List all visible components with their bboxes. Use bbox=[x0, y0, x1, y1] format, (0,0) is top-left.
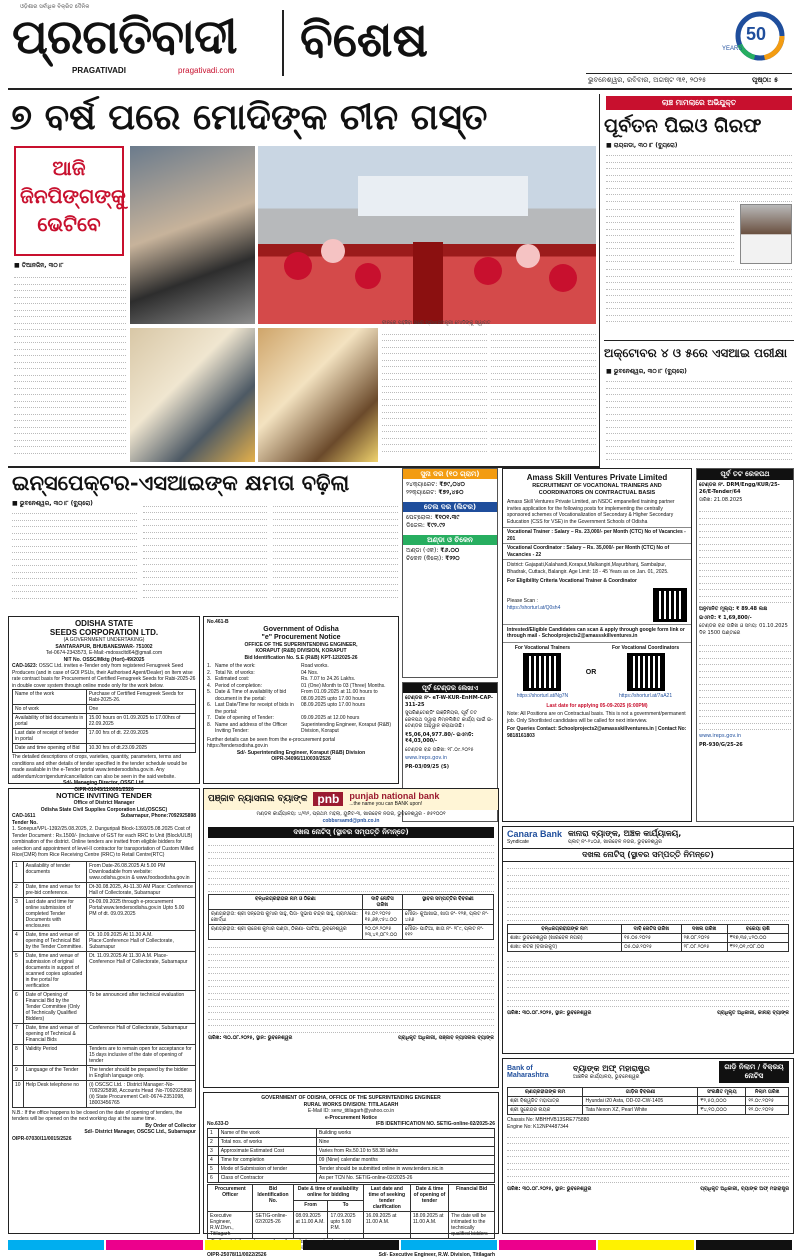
oscsc-cad: CAD-1611 Subarnapur, Phone:7092925898 bbox=[12, 813, 196, 819]
table-header: ବନ୍ଧକଗ୍ରହୀତାର ନାମ ଓ ଠିକଣା ଦାବି ନୋଟିସ ତାରିଖ ସ୍ଥାବର ସମ୍ପତ୍ତିର ବିବରଣୀ bbox=[209, 894, 494, 909]
amass-qr2-link[interactable]: https://shorturl.at/7aA21 bbox=[619, 693, 673, 699]
amass-qr-trainer[interactable] bbox=[523, 653, 561, 691]
right-tender-ref: PR-930/G/25-26 bbox=[699, 741, 743, 748]
rb-row: 2. Total Nr. of works: 04 Nos. bbox=[207, 669, 319, 676]
oscsc-title: NOTICE INVITING TENDER bbox=[56, 791, 152, 800]
gold-row-24k: ୨୪କ୍ୟାରେଟ: ₹୭୯,୦୪୦ bbox=[406, 481, 465, 488]
table-row: No of work One bbox=[13, 705, 196, 714]
anniversary-logo bbox=[718, 6, 790, 68]
amass-last-date: Last date for applying 05-09-2025 (6:00PM) bbox=[546, 702, 648, 709]
rb-ref: OIPR-34096/11/0030/2526 bbox=[271, 756, 331, 762]
exam-dateline: ■ ଭୁବନେଶ୍ୱର, ୩୦।୮ (ବ୍ୟୁରୋ) bbox=[606, 368, 687, 375]
pnb-footer bbox=[204, 1033, 498, 1044]
bom-title: ବ୍ୟାଙ୍କ ଅଫ୍ ମହାରାଷ୍ଟ୍ର bbox=[573, 1063, 650, 1073]
dancers-illustration bbox=[258, 146, 596, 324]
amass-qr-coordinator[interactable] bbox=[627, 653, 665, 691]
pnb-notice-title: ଦଖଲ ନୋଟିସ୍ (ସ୍ଥାବର ସମ୍ପତ୍ତି ନିମନ୍ତେ) bbox=[208, 827, 494, 838]
table-row: ଶ୍ରୀ ସୁରେନ୍ଦ୍ର ନାୟକ Tata Nexon XZ, Pearl White ₹୪,୧୦,୦୦୦ ୧୨.୦୯.୨୦୨୫ bbox=[508, 1106, 789, 1115]
rb-no: No.461-B bbox=[207, 619, 229, 625]
lead-text-lines bbox=[14, 272, 126, 454]
pnb-brand-full: punjab national bank bbox=[349, 791, 440, 801]
inspector-story-text bbox=[12, 500, 398, 612]
bom-brand: Bank of Maharashtra bbox=[507, 1065, 549, 1079]
canara-brand: Canara Bank bbox=[507, 829, 563, 839]
amass-qr1-label: For Vocational Trainers bbox=[514, 644, 571, 651]
amass-scan: Please Scan : bbox=[507, 598, 538, 604]
rb-row: 4. Period of completion: 01 (One) Month to 03 (Three) Months. bbox=[207, 682, 386, 689]
rb-row: 8. Name and address of the Officer Inviting Tender: Superintending Engineer, Koraput (R&B) Division, Koraput bbox=[207, 721, 392, 734]
rwd-title-1: GOVERNMENT OF ODISHA, OFFICE OF THE SUPERINTENDING ENGINEER bbox=[261, 1095, 441, 1101]
pnb-title-odia: ପଞ୍ଜାବ ନ୍ୟାସନାଲ ବ୍ୟାଙ୍କ bbox=[208, 794, 308, 805]
canara-header bbox=[503, 827, 793, 848]
tender-notice-title: ପୂର୍ବ ଟେଣ୍ଡର ଲେଖାଏ bbox=[403, 683, 497, 693]
bom-sign: ପ୍ରାଧିକୃତ ଅଧିକାରୀ, ବ୍ୟାଙ୍କ ଅଫ୍ ମହାରାଷ୍ଟ୍ର bbox=[700, 1186, 789, 1192]
seeds-footer: The detailed descriptions of crops, varieties, quantity, parameters, terms and conditions and other details of tender specified in the tender schedule would be made available in the e-Tender portal www.tendersodisha.gov.in. Any addendum/corrigendum/cancellation can also be seen in the said website. bbox=[12, 754, 188, 780]
inspector-headline[interactable]: ଇନ୍ସପେକ୍ଟର-ଏସଆଇଙ୍କ କ୍ଷମତା ବଢ଼ିଲା bbox=[12, 470, 350, 495]
side-headline[interactable]: ପୂର୍ବତନ ପିଇଓ ଗିରଫ bbox=[604, 115, 762, 137]
oscsc-ref: OIPR-07030/11/0015/2526 bbox=[12, 1135, 72, 1142]
oscsc-by: By Order of Collector bbox=[145, 1122, 196, 1129]
pnb-table bbox=[208, 894, 494, 940]
right-tender-title: ପୂର୍ବ ତଟ ରେଳପଥ bbox=[697, 469, 793, 480]
bom-footer bbox=[503, 1184, 793, 1195]
market-box bbox=[402, 468, 498, 678]
table-header: From To bbox=[208, 1201, 495, 1211]
exam-story-text bbox=[606, 368, 792, 464]
amass-or: OR bbox=[585, 668, 597, 676]
table-row: 5 Mode of Submission of tender Tender should be submitted online in www.tenders.nic.in bbox=[208, 1164, 495, 1173]
table-row: 7 Date, time and venue of opening of Technical & Financial Bids Conference Hall of Collectorate, Subarnapur bbox=[13, 1023, 196, 1044]
seeds-body: CAD-1623: OSSC Ltd. invites e-Tender only from registered Fenugreek Seed Producers (and in case of GOI PSUs, their Authorised Agent/Dealer) on Item wise rate contract basis for Procurement of Certified Fenugreek Seeds for Rabi-2025-26 in double cover system through online mode only for the work below. bbox=[12, 663, 196, 689]
oscsc-tender-no: Tender No. bbox=[12, 819, 38, 826]
lead-story-column bbox=[14, 262, 126, 462]
seeds-sub-2: SANTARAPUR, BHUBANESWAR- 751002 bbox=[55, 643, 153, 650]
oscsc-ad bbox=[8, 788, 200, 1234]
rb-title-4: KORAPUT (R&B) DIVISION, KORAPUT bbox=[255, 648, 347, 654]
table-row: 2 Total nos. of works Nine bbox=[208, 1137, 495, 1146]
canara-title: କାନାରା ବ୍ୟାଙ୍କ, ଅଞ୍ଚଳ କାର୍ଯ୍ୟାଳୟ, bbox=[568, 829, 682, 838]
pnb-brand-tag: ...the name you can BANK upon! bbox=[349, 801, 423, 807]
table-row: 9 Language of the Tender The tender should be prepared by the bidder in English language only. bbox=[13, 1065, 196, 1080]
egg-label: ଅଣ୍ଡା ଓ ଚିକେନ bbox=[403, 535, 497, 545]
table-row: 6 Class of Contractor As per TCN No. SETIG-online-02/2025-26 bbox=[208, 1173, 495, 1182]
seeds-ad bbox=[8, 616, 200, 793]
amass-qr-main[interactable] bbox=[653, 588, 687, 622]
fuel-rows bbox=[403, 512, 497, 531]
lead-kicker: ଆଜି ଜିନପିଙ୍ଗଙ୍କୁ ଭେଟିବେ bbox=[20, 156, 126, 236]
table-header: ବନ୍ଧକଗ୍ରହୀତାଙ୍କ ନାମ ଦାବି ନୋଟିସ ତାରିଖ ଦଖଲ ତାରିଖ ବକେୟା ରାଶି bbox=[508, 925, 789, 934]
rb-title-1: Government of Odisha bbox=[263, 625, 339, 633]
table-row: 6 Date of Opening of Financial Bid by the Tender Committee (Only of Technically Qualified Bidders) To be announced after technical evaluation bbox=[13, 990, 196, 1023]
table-row: 2 Date, time and venue for pre-bid conference. Dt-30.08.2025, At-11.30 AM Place: Conference Hall of Collectorate, Subarnapur bbox=[13, 882, 196, 897]
side-dateline: ■ ରାୟଗଡା, ୩୦।୮ (ବ୍ୟୁରୋ) bbox=[606, 142, 678, 149]
table-row: 1 Availability of tender documents From Date-26.08.2025 At 5.00 PM Downloadable from website: www.odisha.gov.in & www.foodsodisha.gov.in bbox=[13, 861, 196, 882]
lead-photo-welcome[interactable] bbox=[130, 146, 255, 324]
masthead-logo-latin: PRAGATIVADI bbox=[72, 66, 126, 75]
bom-engine: Engine No: K12NP4487344 bbox=[507, 1123, 569, 1130]
seeds-ref: OIPR-01045/11/0091/2526 bbox=[74, 786, 134, 793]
table-header: ଋଣଗ୍ରହୀତାଙ୍କ ନାମ ଗାଡ଼ିର ବିବରଣୀ ସଂରକ୍ଷିତ ମୂଲ୍ୟ ନିଲାମ ତାରିଖ bbox=[508, 1088, 789, 1097]
right-tender-web[interactable]: www.ireps.gov.in bbox=[699, 733, 742, 739]
bom-date: ତାରିଖ: ୩୦.୦୮.୨୦୨୫, ସ୍ଥାନ: ଭୁବନେଶ୍ୱର bbox=[507, 1186, 592, 1192]
dateline-rule-top bbox=[586, 73, 792, 74]
table-row: ଶାଖା: କଟକ (ବଜାରକୁଦ) ୦୫.୦୬.୨୦୨୫ ୨୮.୦୮.୨୦୨୫ ₹୨୨,୦୧,୯୦୮.୦୦ bbox=[508, 943, 789, 952]
rb-row: 1. Name of the work: Road works. bbox=[207, 663, 329, 669]
canara-tag: Syndicate bbox=[507, 839, 529, 845]
bom-table bbox=[507, 1087, 789, 1115]
oscsc-body: 1. Sonepur/VPL-1392/25.08.2025, 2. Dunguripali Block-1393/25.08.2025 Cost of Tender Document : Rs.1500/- (inclusive of GST for each RRC to Unit (Block/ULB) combination of the district. Online tenders are invited from eligible bidders for selection and appointment of level-II contractor for transportation of Custom Milled Rice(CMR) from Rice Receiving Centre (RRC) to Retail Centre(RTC) bbox=[12, 826, 194, 858]
pnb-header bbox=[204, 789, 498, 810]
amass-district: District: Gajapati,Kalahandi,Koraput,Malkangiri,Mayurbhanj, Sambalpur, Bhadrak, Cuttack, Balangir. Age Limit: 18 - 45 Years as on Jan. 01, 2025. bbox=[503, 559, 691, 577]
lead-photo-meeting[interactable] bbox=[258, 328, 378, 462]
table-row: Availability of bid documents in portal 15.00 hours on 01.09.2025 to 17.00hrs of 22.09.2025 bbox=[13, 714, 196, 729]
pnb-email[interactable]: cobbsrsamd@pnb.co.in bbox=[322, 818, 380, 824]
table-row: ଋଣଗ୍ରହୀତା: ଶ୍ରୀ ସନ୍ତୋଷ କୁମାର ସାହୁ, ପିତା- ସୁଭାଷ ଚନ୍ଦ୍ର ସାହୁ, ଗ୍ରାମ/ପୋ: ଖୋର୍ଦ୍ଧା ୧୫.୦୨.୨୦୨୫ ୧୫,୬୭,୯୫୪.୦୦ ମୌଜା- କୁଆଖାଇ, ଖାତା ନଂ- ୧୨୭, ପ୍ଲଟ ନଂ- ୪୫୬ bbox=[209, 909, 494, 924]
rb-title-3: OFFICE OF THE SUPERINTENDING ENGINEER, bbox=[244, 641, 358, 648]
masthead-rule bbox=[8, 88, 792, 90]
table-row: 4 Time for completion 09 (Nine) calendar months bbox=[208, 1155, 495, 1164]
oscsc-footer: N.B.: If the office happens to be closed on the date of opening of tenders, the tenders will be opened on the next working day at the same time. bbox=[12, 1109, 183, 1122]
bom-header bbox=[503, 1059, 793, 1085]
amass-eligibility: For Eligibility Criteria Vocational Trainer & Coordinator bbox=[507, 578, 637, 584]
canara-date: ତାରିଖ: ୩୦.୦୮.୨୦୨୫, ସ୍ଥାନ: ଭୁବନେଶ୍ୱର bbox=[507, 1010, 592, 1016]
amass-company: Amass Skill Ventures Private Limited bbox=[526, 473, 668, 482]
oscsc-sign: Sd/- District Manager, OSCSC Ltd., Subarnapur bbox=[84, 1129, 196, 1135]
tender-notice-sign: PR-03/09/25 (S) bbox=[405, 763, 450, 770]
amass-ad bbox=[502, 468, 692, 822]
rwd-bid-row: No.633-D IFB IDENTIFICATION NO. SETIG-online-02/2025-26 bbox=[207, 1121, 495, 1127]
rb-rows bbox=[207, 663, 395, 735]
amass-coordinator: Vocational Coordinator : Salary – Rs. 35,000/- per Month (CTC) No of Vacancies - 22 bbox=[503, 543, 691, 559]
lead-text-col-2 bbox=[382, 328, 487, 462]
masthead-divider bbox=[282, 10, 284, 76]
masthead-dateline: ଭୁବନେଶ୍ୱର, ରବିବାର, ଅଗଷ୍ଟ ୩୧, ୨୦୨୫ bbox=[588, 76, 707, 84]
pnb-ad bbox=[203, 788, 499, 1088]
table-row: 1 Name of the work Building works bbox=[208, 1128, 495, 1137]
tender-notice-web[interactable]: www.ireps.gov.in bbox=[405, 755, 448, 761]
rwd-ad bbox=[203, 1092, 499, 1258]
right-tender-item-1: ଅନୁମାନିତ ମୂଲ୍ୟ: ₹ 89.48 ଲକ୍ଷ bbox=[699, 606, 768, 612]
right-tender-no: ଟେଣ୍ଡର ନଂ. DRM/Engg/KUR/25-26/E-Tender/64 bbox=[699, 482, 780, 495]
tender-notice-date: ଟେଣ୍ଡର ବନ୍ଦ ତାରିଖ: ୧୮.୦୯.୨୦୨୫ bbox=[405, 746, 474, 753]
exam-headline[interactable]: ଅକ୍ଟୋବର ୪ ଓ ୫ରେ ଏସଆଇ ପରୀକ୍ଷା bbox=[604, 346, 788, 360]
masthead-website[interactable]: pragativadi.com bbox=[178, 66, 235, 75]
table-header: Procurement Officer Bid Identification No. Date & time of availability online for bidding Last date and time of seeking tender clarification Date & time of opening of tender Financial Bid bbox=[208, 1184, 495, 1201]
seeds-table bbox=[12, 689, 196, 753]
table-row: 3 Last date and time for online submission of completed Tender Documents with enclosures Dt-09.09.2025 through e-procurement Portal:www.tendersodisha.gov.in Upto 5.00 PM of dt. 09.09.2025 bbox=[13, 897, 196, 930]
amass-qr1-link[interactable]: https://shorturl.at/Ng7N bbox=[516, 693, 569, 699]
rb-footer: Further details can be seen from the e-procurement portal https://tendersodisha.gov.in bbox=[207, 736, 336, 749]
gold-row-22k: ୨୨କ୍ୟାରେଟ: ₹୭୨,୪୫୦ bbox=[406, 488, 464, 496]
lead-photo-dancers[interactable] bbox=[258, 146, 596, 324]
lead-photo-caption: ଚୀନରେ ପହଞ୍ଚିବା ପରେ ପ୍ରଧାନମନ୍ତ୍ରୀ ମୋଦିଙ୍କୁ ସ୍ୱାଗତ bbox=[382, 320, 491, 326]
table-row: ଶ୍ରୀ ବିଶ୍ୱଜିତ ମହାପାତ୍ର Hyundai i20 Asta, OD-02-CW-1405 ₹୨,୫୦,୦୦୦ ୧୨.୦୯.୨୦୨୫ bbox=[508, 1097, 789, 1106]
lead-photo-children[interactable] bbox=[130, 328, 255, 462]
exam-rule bbox=[604, 340, 794, 341]
rb-sign: Sd/- Superintending Engineer, Koraput (R&B) Division bbox=[236, 749, 366, 756]
amass-query: For Queries Contact: Schoolprojects2@amassskillventures.in | Contact No: 9818161803 bbox=[507, 726, 687, 739]
rb-bid: Bid Identification No. S.E (R&B) KPT-12/2025-26 bbox=[244, 654, 358, 661]
fuel-label: ତେଲ ଦର (ଲିଟର) bbox=[403, 502, 497, 512]
amass-qr2-label: For Vocational Coordinators bbox=[612, 644, 680, 651]
pnb-logo: pnb bbox=[313, 792, 343, 806]
registration-strip bbox=[8, 1240, 792, 1250]
tender-notice-body: ସୁପରିଣ୍ଟେଣ୍ଡିଂ ଇଞ୍ଜିନିୟର, ପୂର୍ବ ତଟ ରେଳପଥ ଦ୍ୱାରା ନିମ୍ନଲିଖିତ କାର୍ଯ୍ୟ ପାଇଁ ଇ-ଟେଣ୍ଡର ଆହ୍ୱାନ କରାଯାଉଛି। bbox=[405, 710, 493, 729]
lead-headline[interactable]: ୭ ବର୍ଷ ପରେ ମୋଦିଙ୍କ ଚୀନ ଗସ୍ତ bbox=[10, 96, 488, 138]
lead-kicker-box bbox=[14, 146, 124, 256]
side-story-text bbox=[606, 142, 792, 338]
rwd-sign-row: OIPR-25078/11/0022/2526 Sd/- Executive Engineer, R.W. Division, Titilagarh bbox=[207, 1251, 495, 1258]
egg-row-chicken: ଚିକେନ (କିଲୋ): ₹୨୨୦ bbox=[406, 554, 460, 562]
tender-notice-ref: ଟେଣ୍ଡର ନଂ- eT-W-KUR-EnHM-CAP-311-25 bbox=[405, 695, 493, 708]
bom-address: ଆଞ୍ଚଳିକ କାର୍ଯ୍ୟାଳୟ, ଭୁବନେଶ୍ୱର bbox=[573, 1073, 640, 1080]
egg-row-egg: ଅଣ୍ଡା (ଏକ): ₹୬.୦୦ bbox=[406, 547, 460, 554]
tender-notice-amount: ₹5,06,04,977.80/- ଇଏମଡି: ₹4,03,000/- bbox=[405, 731, 474, 744]
rb-row: 3. Estimated cost: Rs. 7.07 to 24.26 Lakhs. bbox=[207, 676, 356, 682]
pnb-sign: ପ୍ରାଧିକୃତ ଅଧିକାରୀ, ପଞ୍ଜାବ ନ୍ୟାସନାଲ ବ୍ୟାଙ୍କ bbox=[398, 1034, 494, 1041]
amass-intro: Amass Skill Ventures Private Limited, an NSDC empanelled training partner invites application for the following posts for implementing the centrally sponsored schemes of Vocationalization of Secondary & Higher Secondary Education (CSS for VSE) in the Government Schools of Odisha bbox=[507, 499, 675, 525]
table-row: 10 Help Desk telephone no (i) OSCSC Ltd. : District Manager:-No-7092925898, Accounts Head :No-7092925898 (ii) State Procurement Cell:-0674-2351098, 18003456765 bbox=[13, 1080, 196, 1107]
fuel-row-diesel: ଡିଜେଲ: ₹୯୨.୯୨ bbox=[406, 521, 446, 529]
seeds-title-2: SEEDS CORPORATION LTD. bbox=[49, 628, 159, 637]
table-row: 8 Validity Period Tenders are to remain open for acceptance for 15 days inclusive of the date of opening of tender bbox=[13, 1044, 196, 1065]
rb-row: 6. Last Date/Time for receipt of bids in the portal: 08.09.2025 upto 17.00 hours bbox=[207, 702, 365, 715]
seeds-title-1: ODISHA STATE bbox=[74, 619, 134, 628]
inspector-dateline: ■ ଭୁବନେଶ୍ୱର, ୩୦।୮ (ବ୍ୟୁରୋ) bbox=[12, 500, 93, 507]
right-column-divider bbox=[599, 94, 600, 466]
oscsc-office: Office of District Manager bbox=[73, 800, 135, 806]
seeds-sign: Sd/- Managing Director, OSSC Ltd. bbox=[63, 780, 145, 786]
right-tender-item-3: ଟେଣ୍ଡର ବନ୍ଦ ତାରିଖ ଓ ସମୟ: 01.10.2025 ଦିନ 1500 ଘଣ୍ଟାରେ bbox=[699, 623, 788, 636]
amass-link[interactable]: https://shorturl.at/Q0sh4 bbox=[507, 604, 561, 611]
oscsc-org: Odisha State Civil Supplies Corporation Ltd.(OSCSC) bbox=[40, 806, 168, 813]
rb-row: 7. Date of opening of Tender: 09.09.2025 at 12.00 hours bbox=[207, 715, 360, 721]
bom-ad bbox=[502, 1058, 794, 1234]
masthead-tagline: ଓଡ଼ିଶାର ସର୍ବାଧିକ ବିକ୍ରିତ ଦୈନିକ bbox=[20, 4, 90, 10]
table-row: 5 Date, time and venue of submission of original documents in support of scanned copies uploaded in the portal for verification Dt. 11.09.2025 At 11.30 A.M. Place-Conference Hall of Collectorate, Subarnapur bbox=[13, 951, 196, 990]
canara-address: ପ୍ଲଟ୍ ନଂ-୨୪୦୬, ଖାରବେଳ ନଗର, ଭୁବନେଶ୍ୱର bbox=[568, 839, 662, 845]
lead-dateline: ■ ତିଆନଜିନ, ୩୦।୮ bbox=[14, 262, 64, 269]
right-tender-item-2: ଇଏମଡି: ₹ 1,69,800/- bbox=[699, 614, 752, 621]
amass-sub-2: COORDINATORS ON CONTRACTUAL BASIS bbox=[538, 490, 656, 496]
bom-notice: ଗାଡ଼ି ନିଲାମ / ବିକ୍ରୟ ନୋଟିସ bbox=[719, 1061, 789, 1083]
table-row: ଶାଖା: ଭୁବନେଶ୍ୱର (ଖାରବେଳ ନଗର) ୧୫.୦୫.୨୦୨୫ ୨୭.୦୮.୨୦୨୫ ₹୧୭,୩୫,୪୨୦.୦୦ bbox=[508, 934, 789, 943]
amass-trainer: Vocational Trainer : Salary – Rs. 23,000/- per Month (CTC) No of Vacancies - 201 bbox=[503, 527, 691, 543]
gold-label: ସୁନା ଦର (୧୦ ଗ୍ରାମ) bbox=[403, 469, 497, 479]
rb-row: 5. Date & Time of availability of bid document in the portal: From 01.09.2025 at 11.00 hours to 08.09.2025 upto 17.00 hours bbox=[207, 689, 378, 702]
oscsc-table bbox=[12, 861, 196, 1108]
rb-title-2: "e" Procurement Notice bbox=[261, 633, 341, 641]
seeds-sub-1: (A GOVERNMENT UNDERTAKING) bbox=[63, 637, 145, 643]
anniversary-number: 50 bbox=[746, 24, 767, 44]
masthead-logo[interactable]: ପ୍ରଗତିବାଦୀ bbox=[12, 9, 237, 65]
amass-sub-1: RECRUITMENT OF VOCATIONAL TRAINERS AND bbox=[532, 483, 662, 489]
lead-text-col-3 bbox=[491, 328, 596, 462]
pnb-office: ମଣ୍ଡଳ କାର୍ଯ୍ୟାଳୟ: ୪/୩୨, ପ୍ରଥମ ମହଲା, ୟୁନିଟ-୩, ଖାରବେଳ ନଗର, ଭୁବନେଶ୍ୱର - ୭୫୧୦୦୧ bbox=[256, 810, 446, 817]
seeds-notice-no: NIT No. OSSC/Mktg (Hort)-49/2025 bbox=[63, 656, 145, 663]
table-row: ଋଣଗ୍ରହୀତା: ଶ୍ରୀ ରାଜେଶ କୁମାର ପଣ୍ଡା, ଠିକଣା- ପାଟିଆ, ଭୁବନେଶ୍ୱର ୨୦.୦୨.୨୦୨୫ ୨୩,୪୧,୦୮୨.୦୦ ମୌଜା- ପାଟିଆ, ଖାତା ନଂ- ୨୮୯, ପ୍ଲଟ ନଂ- ୧୧୨ bbox=[209, 924, 494, 939]
bom-chassis: Chassis No: MBHHVB13SRE775880 bbox=[507, 1117, 590, 1123]
rwd-title-3: e-Procurement Notice bbox=[325, 1114, 377, 1121]
anniversary-label: YEARS bbox=[722, 46, 743, 52]
canara-ad bbox=[502, 826, 794, 1054]
rwd-email[interactable]: E-Mail ID: serw_titilagarh@yahoo.co.in bbox=[307, 1108, 395, 1114]
gold-rows bbox=[403, 479, 497, 498]
right-tender-box bbox=[696, 468, 794, 822]
seeds-contact: Tel-0674-2343573, E-Mail:-mdosscltd64@gmail.com bbox=[45, 650, 163, 656]
right-tender-date: ତାରିଖ: 21.08.2025 bbox=[699, 497, 743, 503]
canara-footer bbox=[503, 1008, 793, 1019]
canara-sign: ପ୍ରାଧିକୃତ ଅଧିକାରୀ, କାନାରା ବ୍ୟାଙ୍କ bbox=[717, 1010, 789, 1016]
pnb-date: ତାରିଖ: ୩୦.୦୮.୨୦୨୫, ସ୍ଥାନ: ଭୁବନେଶ୍ୱର bbox=[208, 1034, 293, 1041]
fuel-row-petrol: ପେଟ୍ରୋଲ: ₹୧୦୧.୩୯ bbox=[406, 514, 460, 521]
table-row: Date and time opening of Bid 10.30 hrs of dt.23.09.2025 bbox=[13, 744, 196, 753]
rwd-table bbox=[207, 1128, 495, 1183]
accused-photo[interactable] bbox=[740, 204, 792, 264]
amass-note: Intrested/Eligible Candidates can scan & apply through google form link or through mail - Schoolprojects2@amassskillventures.in bbox=[503, 624, 691, 643]
rwd-footer-1: website bbox=[293, 1238, 311, 1245]
rwd-grid bbox=[207, 1184, 495, 1239]
side-kicker: ଲାଞ୍ଚ ମାମଲାରେ ଅଭିଯୁକ୍ତ bbox=[606, 96, 792, 110]
table-row: Name of the work Purchase of Certified Fenugreek Seeds for Rabi-2025-26. bbox=[13, 690, 196, 705]
table-row: 3 Approximate Estimated Cost Varies from Rs.50.10 to 58.38 lakhs bbox=[208, 1146, 495, 1155]
page-number: ପୃଷ୍ଠା: ୫ bbox=[752, 76, 779, 84]
canara-notice: ଦଖଲ ନୋଟିସ୍ (ସ୍ଥାବର ସମ୍ପତ୍ତି ନିମନ୍ତେ) bbox=[503, 848, 793, 862]
table-row: 4 Date, time and venue of opening of Technical Bid by the Tender Committee. Dt. 10.09.2025 At 11.30 A.M. Place:Conference Hall of Collectorate, Subarnapur bbox=[13, 930, 196, 951]
rwd-title-2: RURAL WORKS DIVISION: TITILAGARH bbox=[303, 1101, 399, 1108]
section-title: ବିଶେଷ bbox=[300, 12, 428, 68]
egg-rows bbox=[403, 545, 497, 564]
canara-table bbox=[507, 924, 789, 952]
table-row: Executive Engineer, R.W.Divn., Titilagarh SETIG-online-02/2025-26 08.09.2025 at 11.00 A.M. 17.09.2025 upto 5.00 P.M. 16.09.2025 at 11.00 A.M. 18.09.2025 at 11.00 A.M. The date will be intimated to the technically qualified bidders bbox=[208, 1211, 495, 1238]
rb-ad bbox=[203, 616, 399, 784]
amass-disclaimer: Note: All Positions are on Contractual basis. This is not a government/permanent job. Only Shortlisted candidates will be called for next interview. bbox=[507, 711, 686, 724]
table-row: Last date of receipt of tender in portal 17.00 hrs of dt. 22.09.2025 bbox=[13, 729, 196, 744]
